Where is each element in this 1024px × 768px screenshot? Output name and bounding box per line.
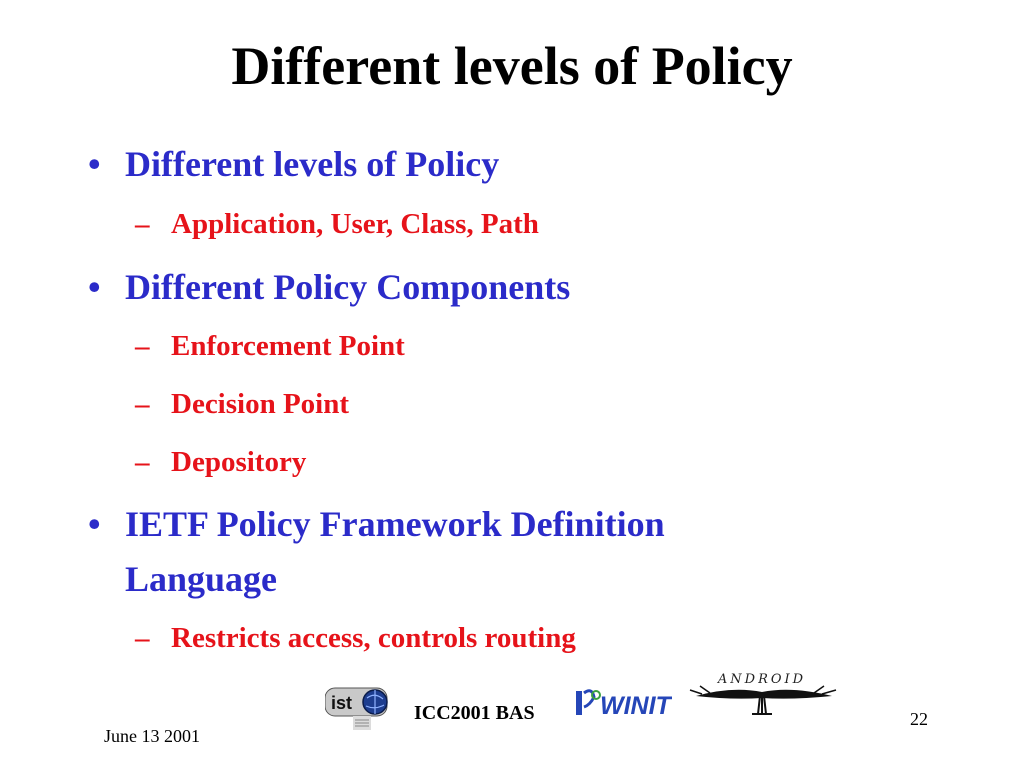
footer-center-text: ICC2001 BAS [414,702,535,724]
sub-bullet-text: Restricts access, controls routing [171,622,576,654]
bullet-text-line1: IETF Policy Framework Definition [125,504,665,544]
slide-title: Different levels of Policy [231,36,793,96]
bullet-marker: • [88,144,101,184]
bullet-marker: • [88,267,101,307]
sub-bullet-marker: – [135,446,150,478]
sub-bullet-marker: – [135,208,150,240]
sub-bullet-text: Enforcement Point [171,330,405,362]
ist-logo [325,682,395,730]
bullet-text: Different levels of Policy [125,144,500,184]
sub-bullet-marker: – [135,388,150,420]
android-logo [682,670,842,716]
bullet-text-line2: Language [125,559,278,599]
winit-logo-text: WINIT [600,692,671,720]
page-number: 22 [910,709,928,729]
android-logo-text: ANDROID [717,672,807,687]
sub-bullet-text: Decision Point [171,388,350,420]
sub-bullet-text: Application, User, Class, Path [171,208,539,240]
sub-bullet-marker: – [135,330,150,362]
footer-date: June 13 2001 [104,726,200,746]
sub-bullet-text: Depository [171,446,307,478]
winit-logo [572,681,672,725]
bullet-marker: • [88,504,101,544]
ist-logo-text: ist [331,693,353,713]
bullet-text: Different Policy Components [125,267,571,307]
sub-bullet-marker: – [135,622,150,654]
